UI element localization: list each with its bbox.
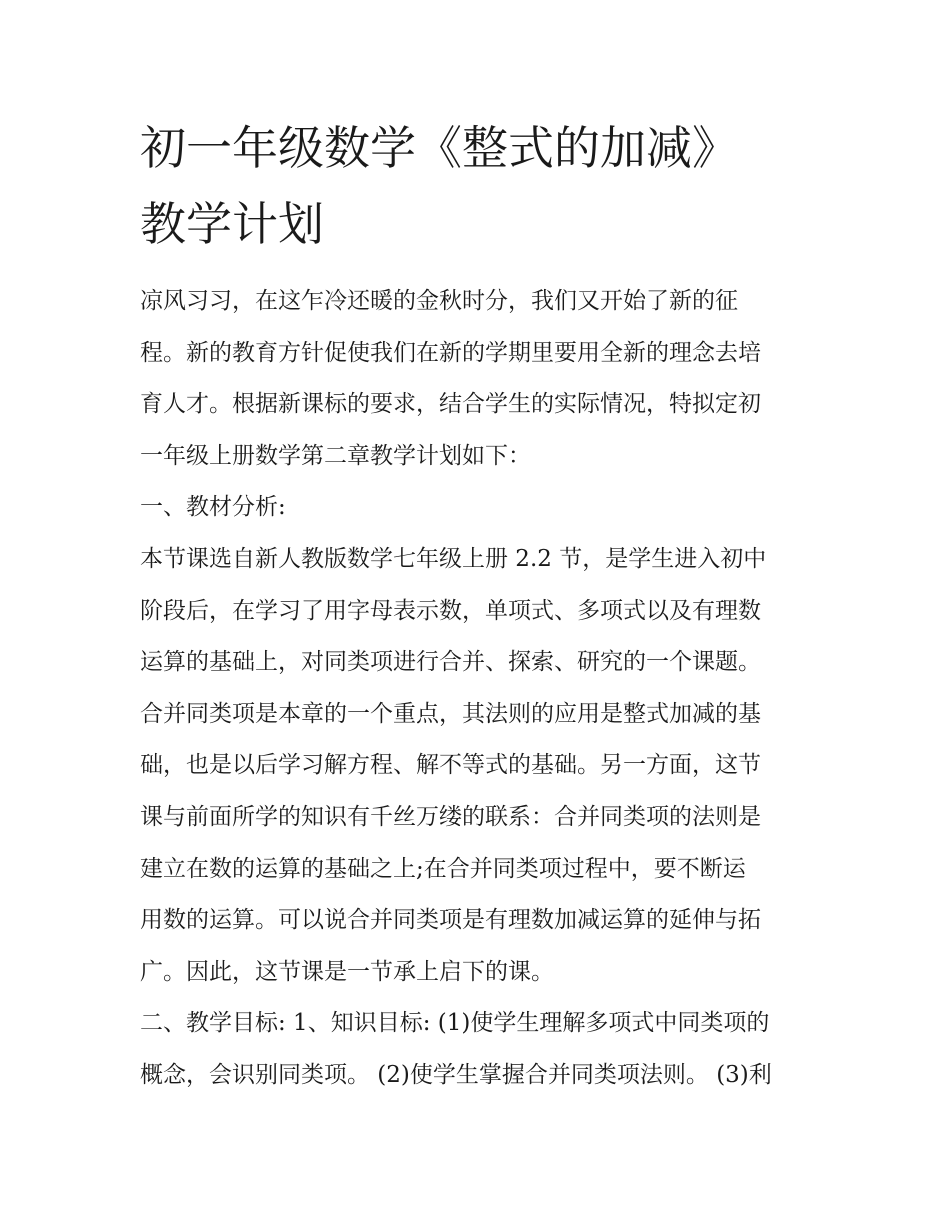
body-line: 合并同类项是本章的一个重点，其法则的应用是整式加减的基 (140, 700, 761, 727)
section-heading: 二、教学目标: 1、知识目标: (1)使学生理解多项式中同类项的 (140, 1010, 770, 1037)
document-title (140, 110, 830, 262)
body-line: 程。新的教育方针促使我们在新的学期里要用全新的理念去培 (140, 339, 761, 366)
body-line: 阶段后，在学习了用字母表示数，单项式、多项式以及有理数 (140, 597, 761, 624)
body-line: 用数的运算。可以说合并同类项是有理数加减运算的延伸与拓 (140, 907, 761, 934)
body-line: 课与前面所学的知识有千丝万缕的联系：合并同类项的法则是 (140, 803, 761, 830)
document-body (140, 276, 830, 1102)
body-line: 广。因此，这节课是一节承上启下的课。 (140, 958, 554, 985)
body-line: 础，也是以后学习解方程、解不等式的基础。另一方面，这节 (140, 752, 761, 779)
body-line: 运算的基础上，对同类项进行合并、探索、研究的一个课题。 (140, 649, 761, 676)
title-line: 初一年级数学《整式的加减》 (140, 121, 738, 175)
body-line: 概念，会识别同类项。 (2)使学生掌握合并同类项法则。 (3)利 (140, 1061, 772, 1088)
body-line: 凉风习习，在这乍冷还暖的金秋时分，我们又开始了新的征 (140, 288, 738, 314)
body-line: 一年级上册数学第二章教学计划如下： (140, 442, 531, 469)
title-line: 教学计划 (140, 197, 324, 251)
body-line: 建立在数的运算的基础之上;在合并同类项过程中，要不断运 (140, 855, 746, 882)
section-heading: 一、教材分析: (140, 494, 286, 521)
body-line: 育人才。根据新课标的要求，结合学生的实际情况，特拟定初 (140, 391, 761, 418)
body-line: 本节课选自新人教版数学七年级上册 2.2 节，是学生进入初中 (140, 545, 767, 572)
